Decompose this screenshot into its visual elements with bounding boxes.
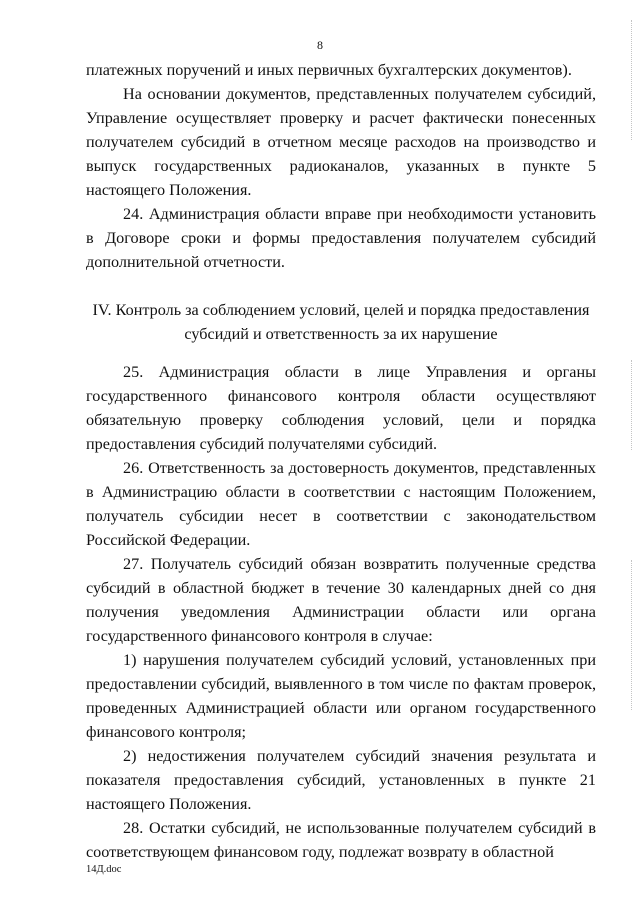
footer-filename: 14Д.doc (86, 864, 122, 875)
scan-margin-mark (631, 20, 635, 140)
section-heading (86, 298, 596, 346)
paragraph-25: 25. Администрация области в лице Управления и органы государственного финансового контроля области осуществляют обязательную проверку соблюдения условий, цели и порядка предоставления субсидий получателями субсидий. (86, 363, 596, 453)
section-heading-line-1: IV. Контроль за соблюдением условий, целей и порядка предоставления (92, 301, 590, 319)
paragraph-24: 24. Администрация области вправе при необходимости установить в Договоре сроки и формы предоставления получателем субсидий дополнительной отчетности. (86, 205, 596, 271)
scan-margin-mark (631, 360, 635, 450)
spacer (86, 274, 596, 298)
paragraph-28: 28. Остатки субсидий, не использованные получателем субсидий в соответствующем финансовом году, подлежат возврату в областной (86, 819, 596, 861)
page-number: 8 (317, 38, 323, 52)
paragraph-27: 27. Получатель субсидий обязан возвратить полученные средства субсидий в областной бюджет в течение 30 календарных дней со дня получения уведомления Администрации области или органа государственного финансового контроля в случае: (86, 555, 596, 645)
scan-margin-mark (631, 560, 635, 710)
paragraph-27-item-2: 2) недостижения получателем субсидий значения результата и показателя предоставления субсидий, установленных в пункте 21 настоящего Положения. (86, 747, 596, 813)
paragraph-27-item-1: 1) нарушения получателем субсидий условий, установленных при предоставлении субсидий, выявленного в том числе по фактам проверок, проведенных Администрацией области или органом государственного финансового контроля; (86, 651, 596, 741)
section-heading-line-2: субсидий и ответственность за их нарушение (184, 325, 498, 343)
paragraph-verification: На основании документов, представленных получателем субсидий, Управление осуществляет проверку и расчет фактически понесенных получателем субсидий в отчетном месяце расходов на производство и выпуск государственных радиоканалов, указанных в пункте 5 настоящего Положения. (86, 85, 596, 199)
document-body (86, 58, 596, 864)
paragraph-26: 26. Ответственность за достоверность документов, представленных в Администрацию области в соответствии с настоящим Положением, получатель субсидии несет в соответствии с законодательством Российской Федерации. (86, 459, 596, 549)
spacer (86, 346, 596, 360)
paragraph-continuation: платежных поручений и иных первичных бухгалтерских документов). (86, 61, 572, 79)
